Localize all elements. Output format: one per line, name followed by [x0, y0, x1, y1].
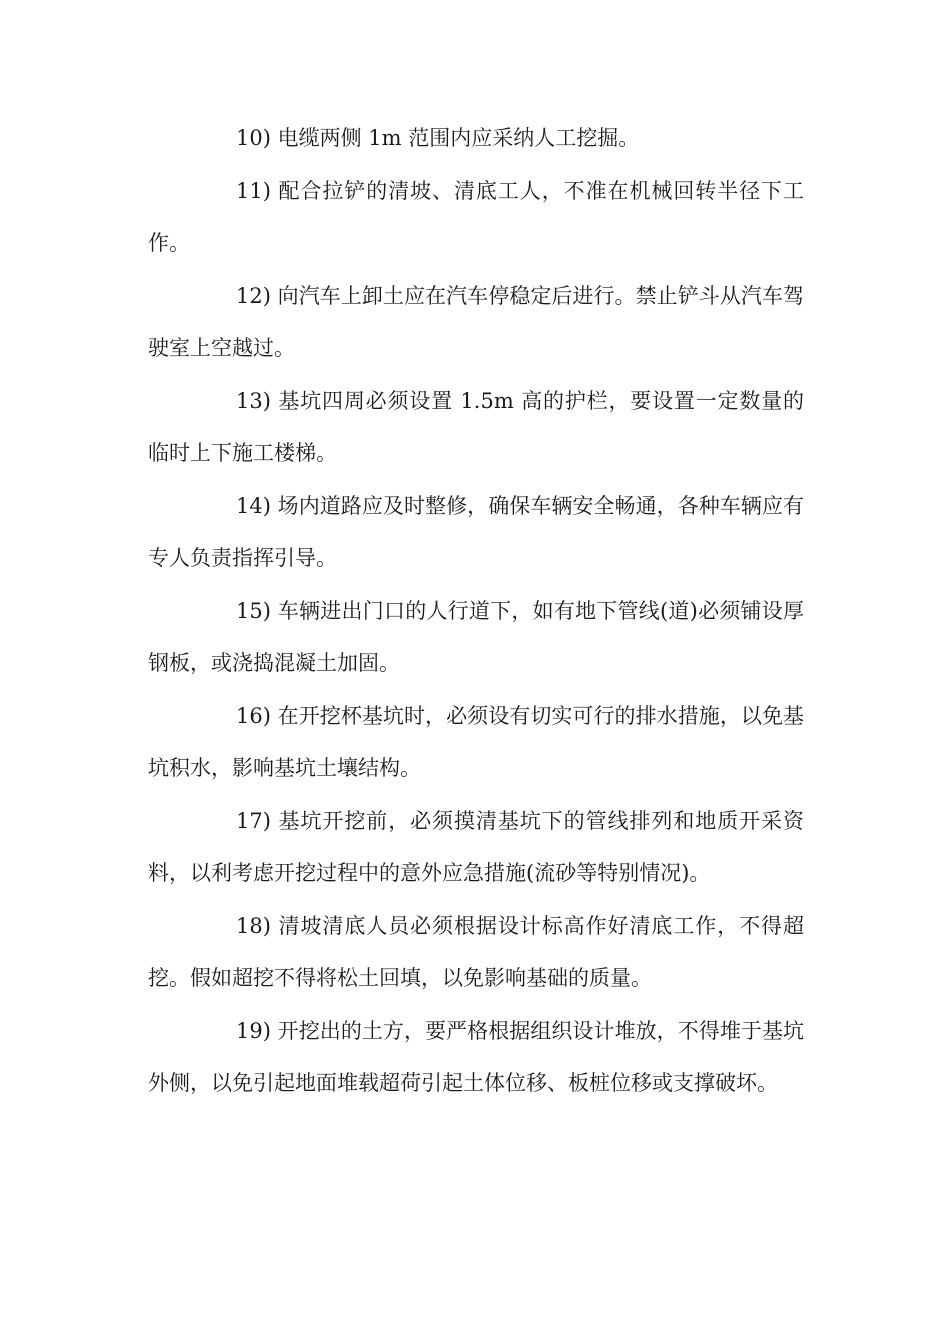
paragraph-12: 12) 向汽车上卸土应在汽车停稳定后进行。禁止铲斗从汽车驾驶室上空越过。: [148, 283, 804, 360]
paragraph-17: 17) 基坑开挖前，必须摸清基坑下的管线排列和地质开采资料，以利考虑开挖过程中的意外应急措施(流砂等特别情况)。: [148, 808, 804, 885]
paragraph-19: 19) 开挖出的土方，要严格根据组织设计堆放，不得堆于基坑外侧，以免引起地面堆载超荷引起土体位移、板桩位移或支撑破坏。: [148, 1018, 804, 1095]
paragraph-15: 15) 车辆进出门口的人行道下，如有地下管线(道)必须铺设厚钢板，或浇捣混凝土加固。: [148, 598, 804, 675]
paragraph-16: 16) 在开挖杯基坑时，必须设有切实可行的排水措施，以免基坑积水，影响基坑土壤结构。: [148, 703, 804, 780]
paragraph-14: 14) 场内道路应及时整修，确保车辆安全畅通，各种车辆应有专人负责指挥引导。: [148, 493, 804, 570]
paragraph-10: 10) 电缆两侧 1m 范围内应采纳人工挖掘。: [236, 126, 640, 150]
paragraph-18: 18) 清坡清底人员必须根据设计标高作好清底工作，不得超挖。假如超挖不得将松土回填，以免影响基础的质量。: [148, 913, 804, 990]
paragraph-13: 13) 基坑四周必须设置 1.5m 高的护栏，要设置一定数量的临时上下施工楼梯。: [148, 388, 804, 465]
paragraph-11: 11) 配合拉铲的清坡、清底工人，不准在机械回转半径下工作。: [148, 178, 804, 255]
document-body: [148, 112, 804, 1110]
